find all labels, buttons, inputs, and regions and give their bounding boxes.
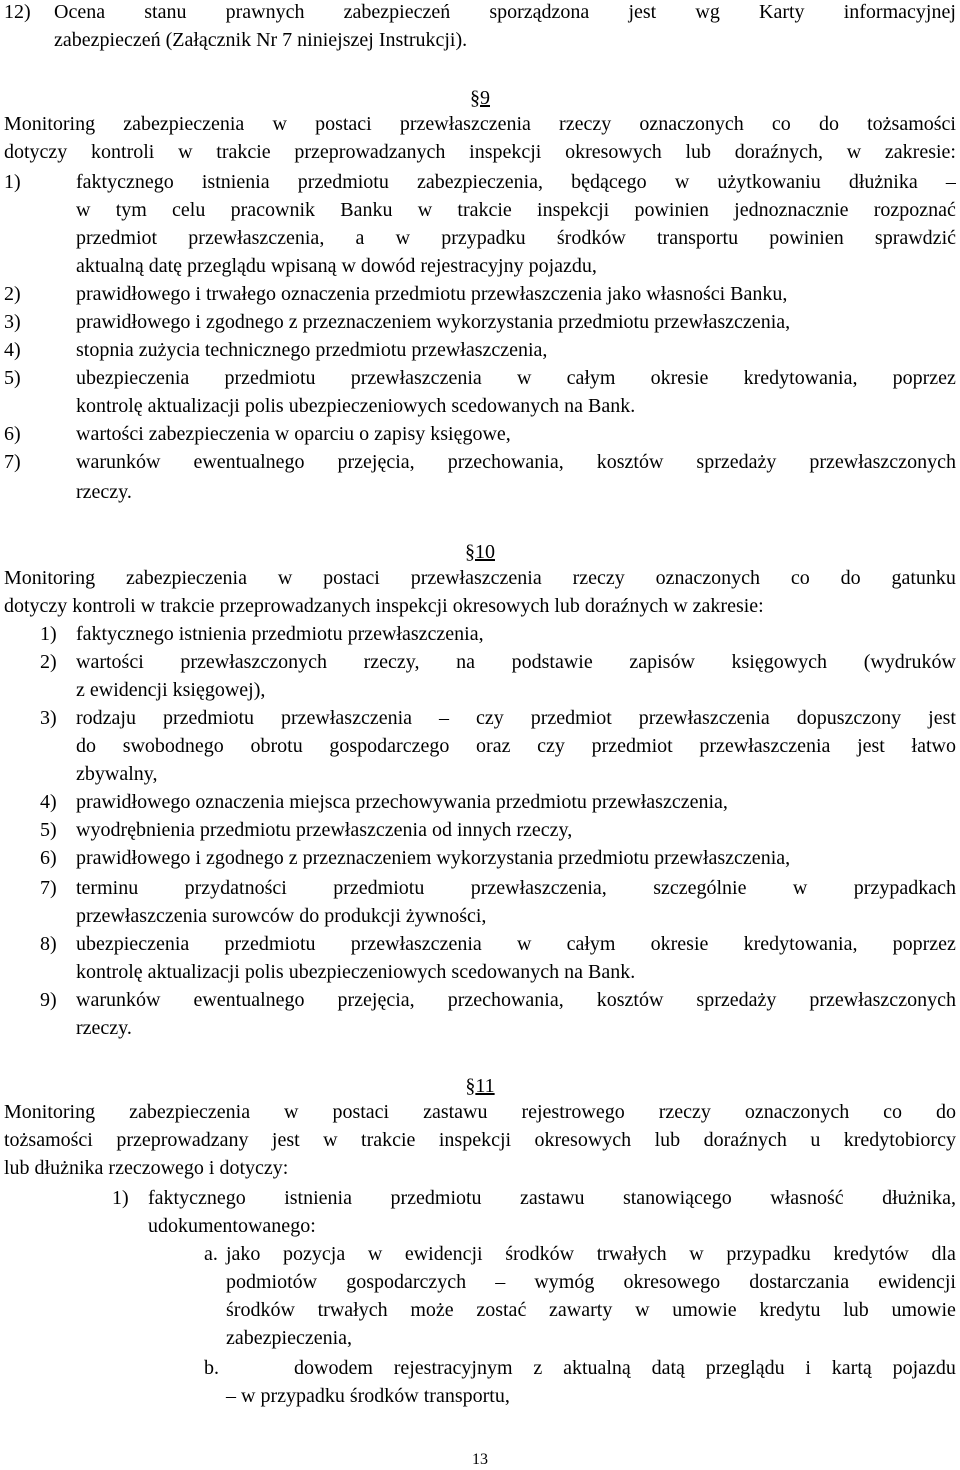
word: księgowych [731, 651, 828, 673]
word: kredytowania, [743, 367, 858, 389]
word: będącego [571, 171, 647, 193]
word: kredytu [759, 1299, 821, 1321]
word: okresie [650, 367, 709, 389]
word: przechowania, [447, 989, 564, 1011]
list-item: prawidłowego i zgodnego z przeznaczeniem wykorzystania przedmiotu przewłaszczenia, [76, 311, 791, 333]
word: rejestrowego [521, 1101, 625, 1123]
word: przypadkach [853, 877, 956, 899]
word: w [395, 227, 411, 249]
word: wg [695, 1, 720, 23]
word: tym [115, 199, 147, 221]
word: rodzaju [76, 707, 136, 729]
word: trakcie [216, 141, 271, 163]
list-item-line [76, 226, 956, 250]
word: trwałych [317, 1299, 388, 1321]
word: środków [226, 1299, 295, 1321]
list-item-line: kontrolę aktualizacji polis ubezpieczeniowych scedowanych na Bank. [76, 395, 636, 417]
word: Ocena [54, 1, 106, 23]
word: przeprowadzany [116, 1129, 249, 1151]
sub-list-item-line [226, 1298, 956, 1322]
word: kontroli [91, 141, 155, 163]
word: dotyczy [4, 141, 68, 163]
word: własność [770, 1187, 844, 1209]
word: trakcie [457, 199, 512, 221]
word: przedmiotu [333, 877, 425, 899]
list-number: 6) [4, 423, 21, 445]
word: dowodem [294, 1357, 373, 1379]
word: doraźnych [703, 1129, 787, 1151]
word: poprzez [892, 367, 956, 389]
section-heading: §9 [470, 87, 490, 109]
word: faktycznego [76, 171, 174, 193]
word: w [284, 1101, 299, 1123]
word: umowie [891, 1299, 956, 1321]
word: (wydruków [863, 651, 956, 673]
list-item: prawidłowego oznaczenia miejsca przechowywania przedmiotu przewłaszczenia, [76, 791, 728, 813]
word: czy [475, 707, 504, 729]
sub-list-item-line: – w przypadku środków transportu, [226, 1385, 510, 1407]
list-item-line: aktualną datę przeglądu wpisaną w dowód rejestracyjny pojazdu, [76, 255, 597, 277]
word: przewłaszczonych [809, 451, 956, 473]
word: przedmiotu [224, 933, 316, 955]
word: – [495, 1271, 506, 1293]
word: zabezpieczeń [343, 1, 451, 23]
word: postaci [315, 113, 372, 135]
word: gospodarczych [346, 1271, 467, 1293]
paragraph-line: zabezpieczeń (Załącznik Nr 7 niniejszej Instrukcji). [54, 29, 468, 51]
word: przedmiot [76, 227, 158, 249]
word: w [516, 367, 532, 389]
word: z [533, 1357, 543, 1379]
word: ubezpieczenia [76, 933, 190, 955]
word: do [936, 1101, 956, 1123]
word: aktualną [563, 1357, 631, 1379]
list-number: 8) [40, 933, 57, 955]
word: sprawdzić [874, 227, 956, 249]
word: transportu [656, 227, 739, 249]
word: informacyjnej [843, 1, 956, 23]
word: co [790, 567, 810, 589]
list-number: 9) [40, 989, 57, 1011]
word: trwałych [596, 1243, 667, 1265]
word: w [323, 1129, 338, 1151]
word: powinien [634, 199, 709, 221]
list-item-line [76, 198, 956, 222]
word: zabezpieczenia, [417, 171, 544, 193]
word: lub [654, 1129, 681, 1151]
list-item [76, 450, 956, 474]
list-item [76, 932, 956, 956]
sub-list-label: b. [204, 1357, 219, 1379]
list-number: 3) [4, 311, 21, 333]
word: rejestracyjnym [393, 1357, 513, 1379]
word: zakresie: [884, 141, 956, 163]
word: przedmiotu [162, 707, 255, 729]
word: przedmiotu [297, 171, 389, 193]
word: wartości [76, 651, 144, 673]
word: okresowych [565, 141, 662, 163]
word: zastawu [423, 1101, 488, 1123]
word: przewłaszczenia [350, 367, 482, 389]
word: przedmiotu [390, 1187, 482, 1209]
word: istnienia [201, 171, 270, 193]
word: Banku [340, 199, 393, 221]
word: przechowania, [447, 451, 564, 473]
sub-list-item-line [226, 1270, 956, 1294]
word: w [417, 199, 433, 221]
word: a [355, 227, 365, 249]
word: umowie [672, 1299, 737, 1321]
list-number: 4) [40, 791, 57, 813]
word: może [410, 1299, 454, 1321]
word: zabezpieczenia [129, 1101, 251, 1123]
word: przedmiotu [224, 367, 316, 389]
word: okresie [650, 933, 709, 955]
word: zapisów [629, 651, 695, 673]
paragraph-line [4, 1100, 956, 1124]
word: przypadku [441, 227, 526, 249]
list-number: 1) [112, 1187, 129, 1209]
list-number: 1) [4, 171, 21, 193]
word: w [516, 933, 532, 955]
word: oznaczonych [744, 1101, 850, 1123]
sub-list-item-line: zabezpieczenia, [226, 1327, 353, 1349]
word: tożsamości [867, 113, 956, 135]
sub-list-label: a. [204, 1243, 218, 1265]
word: co [771, 113, 791, 135]
paragraph-line [4, 566, 956, 590]
word: rozpoznać [873, 199, 956, 221]
word: oraz [476, 735, 511, 757]
word: ewidencji [878, 1271, 956, 1293]
list-item-line: udokumentowanego: [148, 1215, 316, 1237]
word: faktycznego [148, 1187, 246, 1209]
list-number: 2) [40, 651, 57, 673]
word: przewłaszczenia [399, 113, 531, 135]
word: i [805, 1357, 811, 1379]
word: datą [651, 1357, 685, 1379]
word: kredytobiorcy [843, 1129, 956, 1151]
word: ewentualnego [193, 451, 305, 473]
word: dla [931, 1243, 956, 1265]
list-item: wyodrębnienia przedmiotu przewłaszczenia od innych rzeczy, [76, 819, 573, 841]
word: dostarczania [749, 1271, 850, 1293]
word: oznaczonych [639, 113, 744, 135]
word: przewłaszczenia, [470, 877, 607, 899]
word: zabezpieczenia [125, 567, 247, 589]
word: ubezpieczenia [76, 367, 190, 389]
word: przewłaszczenia, [188, 227, 325, 249]
list-item-line [76, 734, 956, 758]
word: oznaczonych [655, 567, 760, 589]
list-item: stopnia zużycia technicznego przedmiotu przewłaszczenia, [76, 339, 548, 361]
word: łatwo [911, 735, 956, 757]
word: – [439, 707, 449, 729]
word: Monitoring [4, 567, 96, 589]
word: przedmiot [591, 735, 673, 757]
list-number: 4) [4, 339, 21, 361]
word: stanowiącego [622, 1187, 732, 1209]
list-item: faktycznego istnienia przedmiotu przewłaszczenia, [76, 623, 484, 645]
word: jest [928, 707, 956, 729]
word: w [76, 199, 91, 221]
list-number: 5) [40, 819, 57, 841]
word: zawarty [549, 1299, 613, 1321]
word: rzeczy [572, 567, 625, 589]
word: w [272, 113, 287, 135]
list-item [76, 988, 956, 1012]
list-number: 5) [4, 367, 21, 389]
word: podmiotów [226, 1271, 318, 1293]
word: pracownik [230, 199, 316, 221]
sub-list-item [294, 1356, 956, 1380]
word: szczególnie [653, 877, 747, 899]
section-heading: §11 [465, 1075, 495, 1097]
list-number: 7) [4, 451, 21, 473]
word: kredytów [833, 1243, 909, 1265]
word: rzeczy, [363, 651, 420, 673]
word: ewentualnego [193, 989, 305, 1011]
list-item [76, 366, 956, 390]
list-number: 6) [40, 847, 57, 869]
word: dłużnika [848, 171, 918, 193]
word: poprzez [892, 933, 956, 955]
word: przeglądu [705, 1357, 785, 1379]
word: przewłaszczonych [180, 651, 327, 673]
word: powinien [769, 227, 844, 249]
word: w [635, 1299, 650, 1321]
list-item [76, 706, 956, 730]
word: przedmiot [530, 707, 612, 729]
word: doraźnych, [734, 141, 824, 163]
word: całym [566, 933, 616, 955]
list-number: 12) [4, 1, 31, 23]
list-number: 3) [40, 707, 57, 729]
word: użytkowaniu [717, 171, 821, 193]
word: przejęcia, [337, 451, 415, 473]
word: prawnych [225, 1, 305, 23]
word: przewłaszczenia [281, 707, 413, 729]
word: Monitoring [4, 1101, 96, 1123]
word: zastawu [520, 1187, 585, 1209]
word: obrotu [250, 735, 303, 757]
word: rzeczy [559, 113, 612, 135]
word: stanu [144, 1, 187, 23]
word: gospodarczego [329, 735, 450, 757]
word: okresowego [623, 1271, 721, 1293]
word: przydatności [184, 877, 287, 899]
word: kosztów [596, 451, 664, 473]
word: przewłaszczonych [809, 989, 956, 1011]
word: postaci [323, 567, 380, 589]
word: dłużnika, [882, 1187, 956, 1209]
paragraph-line: dotyczy kontroli w trakcie przeprowadzanych inspekcji okresowych lub doraźnych w zakresie: [4, 595, 764, 617]
word: środków [556, 227, 626, 249]
list-item [76, 170, 956, 194]
word: u [810, 1129, 821, 1151]
word: jest [628, 1, 657, 23]
paragraph-line: lub dłużnika rzeczowego i dotyczy: [4, 1157, 289, 1179]
word: celu [172, 199, 206, 221]
word: rzeczy [658, 1101, 711, 1123]
word: ewidencji [404, 1243, 483, 1265]
section-heading: §10 [465, 541, 495, 563]
list-number: 7) [40, 877, 57, 899]
word: pojazdu [892, 1357, 956, 1379]
word: w [367, 1243, 383, 1265]
list-item: prawidłowego i zgodnego z przeznaczeniem wykorzystania przedmiotu przewłaszczenia, [76, 847, 791, 869]
word: jest [857, 735, 885, 757]
word: Monitoring [4, 113, 96, 135]
list-item [148, 1186, 956, 1210]
word: pozycja [283, 1243, 346, 1265]
word: warunków [76, 989, 161, 1011]
list-item-line: rzeczy. [76, 1017, 132, 1039]
paragraph-line [4, 112, 956, 136]
word: swobodnego [122, 735, 224, 757]
word: inspekcji [438, 1129, 512, 1151]
word: istnienia [284, 1187, 352, 1209]
word: lub [685, 141, 711, 163]
list-item-line: kontrolę aktualizacji polis ubezpieczeniowych scedowanych na Bank. [76, 961, 636, 983]
word: przewłaszczenia [699, 735, 831, 757]
list-item: wartości zabezpieczenia w oparciu o zapisy księgowe, [76, 423, 511, 445]
word: zabezpieczenia [123, 113, 245, 135]
sub-list-item [226, 1242, 956, 1266]
list-item: prawidłowego i trwałego oznaczenia przedmiotu przewłaszczenia jako własności Banku, [76, 283, 788, 305]
word: warunków [76, 451, 161, 473]
list-item-line: zbywalny, [76, 763, 158, 785]
word: przewłaszczenia [638, 707, 770, 729]
word: sporządzona [489, 1, 590, 23]
word: w [277, 567, 293, 589]
word: w [689, 1243, 704, 1265]
word: przeprowadzanych [294, 141, 446, 163]
word: okresowych [534, 1129, 632, 1151]
word: inspekcji [537, 199, 610, 221]
paragraph-line [4, 1128, 956, 1152]
page-number: 13 [472, 1451, 488, 1468]
word: całym [566, 367, 616, 389]
word: na [456, 651, 475, 673]
word: w [792, 877, 808, 899]
word: wymóg [534, 1271, 595, 1293]
word: postaci [332, 1101, 390, 1123]
word: przejęcia, [337, 989, 415, 1011]
list-item-line: rzeczy. [76, 481, 132, 503]
word: dopuszczony [796, 707, 902, 729]
word: – [945, 171, 956, 193]
word: w [846, 141, 862, 163]
word: jest [271, 1129, 300, 1151]
word: środków [505, 1243, 575, 1265]
list-number: 1) [40, 623, 57, 645]
word: w [178, 141, 193, 163]
word: kosztów [596, 989, 664, 1011]
word: sprzedaży [696, 451, 777, 473]
word: zostać [476, 1299, 527, 1321]
word: terminu [76, 877, 139, 899]
list-item [76, 876, 956, 900]
word: przypadku [726, 1243, 811, 1265]
word: do [840, 567, 861, 589]
list-number: 2) [4, 283, 21, 305]
word: kredytowania, [743, 933, 858, 955]
word: w [674, 171, 690, 193]
word: sprzedaży [696, 989, 777, 1011]
word: gatunku [891, 567, 956, 589]
word: kartą [831, 1357, 872, 1379]
word: przewłaszczenia [410, 567, 542, 589]
list-item-line: przewłaszczenia surowców do produkcji żywności, [76, 905, 487, 927]
word: inspekcji [469, 141, 542, 163]
word: podstawie [511, 651, 593, 673]
word: Karty [759, 1, 805, 23]
word: do [76, 735, 96, 757]
word: do [818, 113, 839, 135]
word: czy [537, 735, 565, 757]
word: jednoznacznie [734, 199, 849, 221]
list-item [76, 650, 956, 674]
word: co [883, 1101, 903, 1123]
word: jako [226, 1243, 261, 1265]
list-item-line: z ewidencji księgowej), [76, 679, 266, 701]
word: lub [843, 1299, 869, 1321]
word: przewłaszczenia [350, 933, 482, 955]
word: trakcie [361, 1129, 416, 1151]
paragraph-line [4, 140, 956, 164]
word: tożsamości [4, 1129, 93, 1151]
paragraph-line [54, 0, 956, 24]
